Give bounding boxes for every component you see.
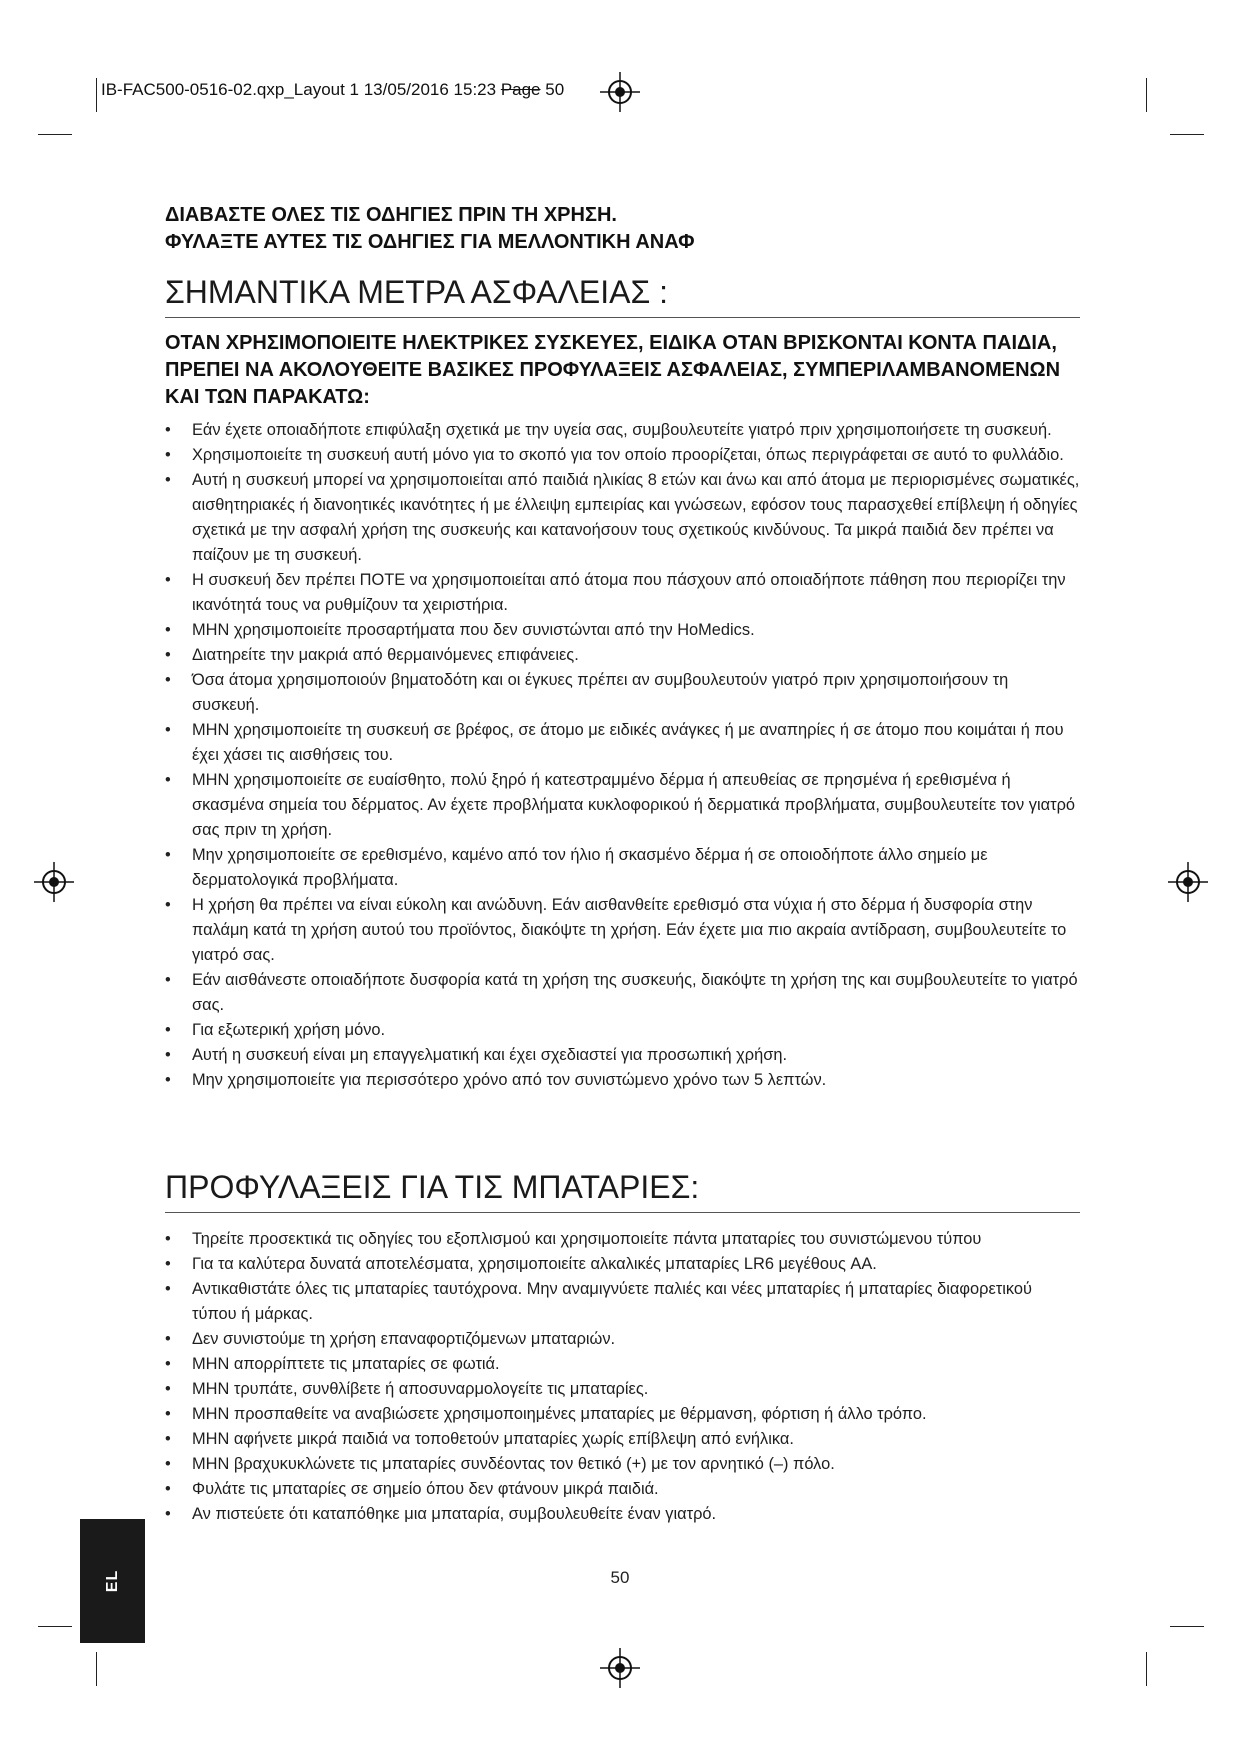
list-item: • Αντικαθιστάτε όλες τις μπαταρίες ταυτόχρονα. Μην αναμιγνύετε παλιές και νέες μπαταρίες ή μπαταρίες διαφορετικού τύπου ή μάρκας. xyxy=(165,1277,1080,1327)
registration-mark-left-icon xyxy=(34,862,74,902)
safety-list xyxy=(165,418,1080,1093)
list-item: • Η συσκευή δεν πρέπει ΠΟΤΕ να χρησιμοποιείται από άτομα που πάσχουν από οποιαδήποτε πάθηση που περιορίζει την ικανότητά τους να ρυθμίζουν τα χειριστήρια. xyxy=(165,568,1080,618)
list-item: • Η χρήση θα πρέπει να είναι εύκολη και ανώδυνη. Εάν αισθανθείτε ερεθισμό στα νύχια ή στο δέρμα ή δυσφορία στην παλάμη κατά τη χρήση αυτού του προϊόντος, διακόψτε τη χρήση. Εάν έχετε μια πιο ακραία αντίδραση, συμβουλευτείτε το γιατρό σας. xyxy=(165,893,1080,968)
list-item: • Φυλάτε τις μπαταρίες σε σημείο όπου δεν φτάνουν μικρά παιδιά. xyxy=(165,1477,1080,1502)
list-item: • Αυτή η συσκευή μπορεί να χρησιμοποιείται από παιδιά ηλικίας 8 ετών και άνω και από άτομα με περιορισμένες σωματικές, αισθητηριακές ή διανοητικές ικανότητες ή με έλλειψη εμπειρίας και γνώσεων, εφόσον τους παρασχεθεί επίβλεψη ή οδηγίες σχετικά με την ασφαλή χρήση της συσκευής και κατανοήσουν τους σχετικούς κινδύνους. Τα μικρά παιδιά δεν πρέπει να παίζουν με τη συσκευή. xyxy=(165,468,1080,568)
safety-section xyxy=(165,273,1080,1093)
list-item: • Χρησιμοποιείτε τη συσκευή αυτή μόνο για το σκοπό για τον οποίο προορίζεται, όπως περιγράφεται σε αυτό το φυλλάδιο. xyxy=(165,443,1080,468)
batteries-list xyxy=(165,1227,1080,1527)
crop-mark-top-left-horizontal xyxy=(38,134,72,135)
list-item: • Μην χρησιμοποιείτε σε ερεθισμένο, καμένο από τον ήλιο ή σκασμένο δέρμα ή σε οποιοδήποτε άλλο σημείο με δερματολογικά προβλήματα. xyxy=(165,843,1080,893)
intro-line-2: ΦΥΛΑΞΤΕ ΑΥΤΕΣ ΤΙΣ ΟΔΗΓΙΕΣ ΓΙΑ ΜΕΛΛΟΝΤΙΚΗ ΑΝΑΦ xyxy=(165,231,695,253)
list-item: • ΜΗΝ απορρίπτετε τις μπαταρίες σε φωτιά. xyxy=(165,1352,1080,1377)
registration-mark-bottom-icon xyxy=(600,1648,640,1688)
list-item: • Αυτή η συσκευή είναι μη επαγγελματική και έχει σχεδιαστεί για προσωπική χρήση. xyxy=(165,1043,1080,1068)
crop-mark-bottom-right-vertical xyxy=(1146,1652,1147,1686)
list-item: • Για τα καλύτερα δυνατά αποτελέσματα, χρησιμοποιείτε αλκαλικές μπαταρίες LR6 μεγέθους AA. xyxy=(165,1252,1080,1277)
language-code: EL xyxy=(103,1569,121,1593)
crop-mark-bottom-left-horizontal xyxy=(38,1626,72,1627)
registration-mark-top-icon xyxy=(600,72,640,112)
page-number: 50 xyxy=(610,1568,630,1587)
list-item: • Τηρείτε προσεκτικά τις οδηγίες του εξοπλισμού και χρησιμοποιείτε πάντα μπαταρίες του συνιστώμενου τύπου xyxy=(165,1227,1080,1252)
list-item: • ΜΗΝ προσπαθείτε να αναβιώσετε χρησιμοποιημένες μπαταρίες με θέρμανση, φόρτιση ή άλλο τρόπο. xyxy=(165,1402,1080,1427)
crop-mark-top-right-horizontal xyxy=(1170,134,1204,135)
crop-mark-top-left-vertical xyxy=(96,78,97,112)
list-item: • ΜΗΝ χρησιμοποιείτε σε ευαίσθητο, πολύ ξηρό ή κατεστραμμένο δέρμα ή απευθείας σε πρησμένα ή ερεθισμένα ή σκασμένα σημεία του δέρματος. Αν έχετε προβλήματα κυκλοφορικού ή δερματικά προβλήματα, συμβουλευτείτε τον γιατρό σας πριν τη χρήση. xyxy=(165,768,1080,843)
slug-file-info: IB-FAC500-0516-02.qxp_Layout 1 13/05/2016 15:23 xyxy=(101,80,501,99)
list-item: • ΜΗΝ χρησιμοποιείτε προσαρτήματα που δεν συνιστώνται από την HoMedics. xyxy=(165,618,1080,643)
list-item: • Αν πιστεύετε ότι καταπόθηκε μια μπαταρία, συμβουλευθείτε έναν γιατρό. xyxy=(165,1502,1080,1527)
list-item: • Μην χρησιμοποιείτε για περισσότερο χρόνο από τον συνιστώμενο χρόνο των 5 λεπτών. xyxy=(165,1068,1080,1093)
registration-mark-right-icon xyxy=(1168,862,1208,902)
list-item: • ΜΗΝ τρυπάτε, συνθλίβετε ή αποσυναρμολογείτε τις μπαταρίες. xyxy=(165,1377,1080,1402)
safety-warning: ΟΤΑΝ ΧΡΗΣΙΜΟΠΟΙΕΙΤΕ ΗΛΕΚΤΡΙΚΕΣ ΣΥΣΚΕΥΕΣ, ΕΙΔΙΚΑ ΟΤΑΝ ΒΡΙΣΚΟΝΤΑΙ ΚΟΝΤΑ ΠΑΙΔΙΑ, ΠΡΕΠΕΙ ΝΑ ΑΚΟΛΟΥΘΕΙΤΕ ΒΑΣΙΚΕΣ ΠΡΟΦΥΛΑΞΕΙΣ ΑΣΦΑΛΕΙΑΣ, ΣΥΜΠΕΡΙΛΑΜΒΑΝΟΜΕΝΩΝ ΚΑΙ ΤΩΝ ΠΑΡΑΚΑΤΩ: xyxy=(165,332,1061,408)
list-item: • Όσα άτομα χρησιμοποιούν βηματοδότη και οι έγκυες πρέπει αν συμβουλευτούν γιατρό πριν χρησιμοποιήσουν τη συσκευή. xyxy=(165,668,1080,718)
batteries-section xyxy=(165,1168,1080,1527)
intro-block xyxy=(165,202,1080,256)
batteries-title: ΠΡΟΦΥΛΑΞΕΙΣ ΓΙΑ ΤΙΣ ΜΠΑΤΑΡΙΕΣ: xyxy=(165,1168,1080,1213)
list-item: • Διατηρείτε την μακριά από θερμαινόμενες επιφάνειες. xyxy=(165,643,1080,668)
list-item: • ΜΗΝ βραχυκυκλώνετε τις μπαταρίες συνδέοντας τον θετικό (+) με τον αρνητικό (–) πόλο. xyxy=(165,1452,1080,1477)
intro-line-1: ΔΙΑΒΑΣΤΕ ΟΛΕΣ ΤΙΣ ΟΔΗΓΙΕΣ ΠΡΙΝ ΤΗ ΧΡΗΣΗ. xyxy=(165,204,617,226)
safety-title: ΣΗΜΑΝΤΙΚΑ ΜΕΤΡΑ ΑΣΦΑΛΕΙΑΣ : xyxy=(165,273,1080,318)
print-slug xyxy=(101,80,564,100)
list-item: • Εάν αισθάνεστε οποιαδήποτε δυσφορία κατά τη χρήση της συσκευής, διακόψτε τη χρήση της και συμβουλευτείτε το γιατρό σας. xyxy=(165,968,1080,1018)
list-item: • Δεν συνιστούμε τη χρήση επαναφορτιζόμενων μπαταριών. xyxy=(165,1327,1080,1352)
list-item: • Για εξωτερική χρήση μόνο. xyxy=(165,1018,1080,1043)
crop-mark-bottom-left-vertical xyxy=(96,1652,97,1686)
list-item: • Εάν έχετε οποιαδήποτε επιφύλαξη σχετικά με την υγεία σας, συμβουλευτείτε γιατρό πριν χρησιμοποιήσετε τη συσκευή. xyxy=(165,418,1080,443)
list-item: • ΜΗΝ αφήνετε μικρά παιδιά να τοποθετούν μπαταρίες χωρίς επίβλεψη από ενήλικα. xyxy=(165,1427,1080,1452)
language-tab xyxy=(80,1519,145,1643)
crop-mark-bottom-right-horizontal xyxy=(1170,1626,1204,1627)
slug-page-tail: 50 xyxy=(540,80,565,99)
list-item: • ΜΗΝ χρησιμοποιείτε τη συσκευή σε βρέφος, σε άτομο με ειδικές ανάγκες ή με αναπηρίες ή σε άτομο που κοιμάται ή που έχει χάσει τις αισθήσεις του. xyxy=(165,718,1080,768)
crop-mark-top-right-vertical xyxy=(1146,78,1147,112)
slug-page-struck: Page xyxy=(500,80,541,99)
